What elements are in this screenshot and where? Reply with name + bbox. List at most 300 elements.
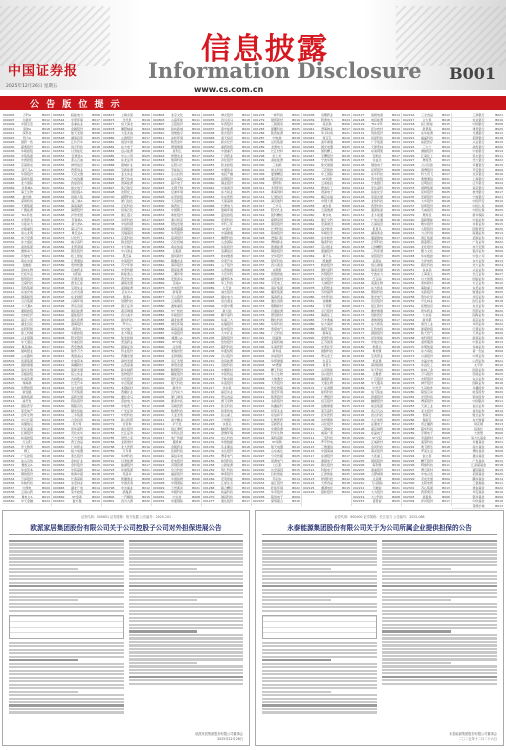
page-ref: B014 — [292, 476, 300, 481]
stock-code: 002253 — [403, 276, 415, 281]
company-name: 东阿阿胶 — [20, 326, 33, 331]
page-ref: B025 — [192, 417, 200, 422]
stock-code: 000777 — [103, 413, 115, 418]
stock-code: 000338 — [3, 249, 15, 254]
company-name: 凯瑞德 — [322, 258, 332, 263]
company-name: 新华都 — [422, 317, 432, 322]
company-name: 广电运通 — [370, 217, 383, 222]
page-ref: B017 — [495, 435, 503, 440]
page-ref: B009 — [242, 476, 250, 481]
company-name: 盛达资源 — [70, 317, 83, 322]
page-ref: B014 — [442, 376, 450, 381]
stock-code: 000710 — [103, 231, 115, 236]
stock-code: 002026 — [253, 449, 265, 454]
page-ref: B018 — [292, 135, 300, 140]
company-name: 岩山科技 — [370, 413, 383, 418]
page-ref: B010 — [292, 363, 300, 368]
page-ref: B018 — [442, 199, 450, 204]
stock-code: 002038 — [303, 113, 315, 117]
stock-code: 000551 — [53, 144, 65, 149]
company-name: 航天发展 — [70, 131, 83, 136]
company-name: 湖南发展 — [120, 281, 133, 286]
page-ref: B015 — [92, 313, 100, 318]
page-ref: B016 — [92, 344, 100, 349]
page-ref: B006 — [242, 167, 250, 172]
page-ref: B012 — [495, 294, 503, 299]
announcement-code-line: 证券代码：600900 证券简称：长江电力 公告编号：2025-088 — [334, 515, 425, 519]
company-name: 山西焦煤 — [220, 267, 233, 272]
page-ref: B018 — [142, 490, 150, 495]
stock-code: 000860 — [153, 258, 165, 263]
stock-code: 002019 — [253, 417, 265, 422]
company-name: 锡装股份 — [270, 249, 283, 254]
page-ref: B020 — [342, 244, 350, 249]
company-name: 四川黄金 — [270, 263, 283, 268]
page-ref: B010 — [392, 163, 400, 168]
company-name: 信立泰 — [422, 454, 432, 459]
stock-code: 000915 — [153, 431, 165, 436]
stock-code — [452, 299, 463, 303]
page-ref: B011 — [292, 399, 300, 404]
page-ref: B014 — [342, 413, 350, 418]
page-ref: B014 — [192, 276, 200, 281]
data-table — [9, 615, 124, 639]
stock-code: 002126 — [303, 490, 315, 495]
website-link[interactable]: www.cs.com.cn — [194, 85, 264, 94]
company-name: 三联锻造 — [270, 122, 283, 127]
page-ref: B019 — [392, 290, 400, 295]
text-line — [382, 665, 497, 667]
page-ref: B019 — [42, 235, 50, 240]
stock-code — [452, 290, 463, 294]
stock-code: 002062 — [303, 222, 315, 227]
company-name: 利尔化学 — [420, 294, 433, 299]
stock-code: 000626 — [53, 385, 65, 390]
stock-code: 001358 — [253, 276, 265, 281]
stock-code: 000409 — [3, 281, 15, 286]
company-name: 诺普信 — [372, 499, 382, 504]
text-line — [262, 663, 377, 665]
stock-code: 002258 — [403, 294, 415, 299]
page-ref: B022 — [442, 140, 450, 145]
company-name: 顺鑫农业 — [170, 258, 183, 263]
company-name: 盛航股份 — [220, 335, 233, 340]
page-ref: B025 — [92, 463, 100, 468]
page-ref: B015 — [192, 185, 200, 190]
masthead-pattern-left — [0, 6, 110, 66]
page-ref: B006 — [192, 313, 200, 318]
company-name: 粤高速A — [21, 344, 33, 349]
stock-code: 000505 — [3, 372, 15, 377]
company-name: 炬申股份 — [220, 326, 233, 331]
page-ref: B008 — [392, 331, 400, 336]
company-name: 新兴铸管 — [120, 417, 133, 422]
page-ref: B008 — [495, 449, 503, 454]
page-ref: B024 — [442, 163, 450, 168]
stock-code: 000600 — [53, 308, 65, 313]
company-name: 我爱我家 — [70, 181, 83, 186]
company-name: 电广传媒 — [170, 435, 183, 440]
stock-code: 002259 — [403, 299, 415, 304]
stock-code: 000909 — [153, 408, 165, 413]
company-name: 大东南 — [422, 313, 432, 318]
stock-code: 002240 — [403, 217, 415, 222]
page-ref: B009 — [142, 113, 150, 117]
text-line — [9, 673, 124, 675]
company-name: 红宝丽 — [372, 276, 382, 281]
page-ref: B009 — [292, 249, 300, 254]
text-line — [129, 543, 244, 545]
company-name: 广发证券 — [472, 240, 485, 245]
section-title-cn: 信息披露 — [201, 32, 329, 67]
stock-code: 002299 — [403, 476, 415, 481]
page-ref: B010 — [242, 181, 250, 186]
page-ref: B018 — [242, 281, 250, 286]
text-line — [262, 564, 377, 566]
text-line — [262, 599, 331, 601]
stock-code: 000882 — [153, 313, 165, 318]
stock-code — [452, 368, 463, 372]
stock-code: 002137 — [353, 158, 365, 163]
stock-code: 000523 — [3, 431, 15, 436]
page-ref: B012 — [42, 203, 50, 208]
stock-code: 001366 — [253, 290, 265, 295]
stock-code: 001236 — [203, 444, 215, 449]
text-line — [262, 656, 377, 658]
stock-code: 002234 — [403, 190, 415, 195]
page-ref: B025 — [495, 126, 503, 131]
company-name: 三木集团 — [70, 413, 83, 418]
body-column-left — [262, 539, 377, 715]
text-line — [9, 606, 124, 608]
stock-code: 002096 — [303, 363, 315, 368]
company-name: 冀东装备 — [170, 244, 183, 249]
stock-code: 000404 — [3, 272, 15, 277]
stock-code: 002198 — [353, 426, 365, 431]
company-name: 长江证券 — [472, 272, 485, 277]
company-name: 英特集团 — [20, 285, 33, 290]
stock-code: 002300 — [403, 481, 415, 486]
page-ref: B012 — [392, 340, 400, 345]
page-ref: B021 — [92, 203, 100, 208]
company-name: 东北制药 — [70, 294, 83, 299]
page-ref: B018 — [392, 344, 400, 349]
company-name: 亚钾国际 — [170, 353, 183, 358]
company-name: 财通证券 — [472, 290, 485, 295]
company-name: 中原传媒 — [120, 267, 133, 272]
stock-code: 000812 — [153, 140, 165, 145]
stock-code: 002030 — [253, 467, 265, 472]
stock-code — [452, 327, 463, 331]
page-ref: B017 — [92, 363, 100, 368]
stock-code: 001378 — [253, 313, 265, 318]
stock-code — [452, 354, 463, 358]
page-ref: B008 — [342, 222, 350, 227]
page-ref: B018 — [342, 399, 350, 404]
stock-code: 000524 — [3, 435, 15, 440]
page-ref: B024 — [92, 435, 100, 440]
stock-code — [452, 163, 463, 167]
stock-code: 002101 — [303, 385, 315, 390]
company-name: 风华高科 — [70, 426, 83, 431]
company-name: 宁波华翔 — [320, 158, 333, 163]
page-ref: B011 — [42, 308, 50, 313]
stock-code: 001298 — [253, 153, 265, 158]
page-ref: B010 — [392, 326, 400, 331]
stock-code — [452, 113, 463, 117]
company-name: 冰山冷热 — [20, 458, 33, 463]
page-ref: B019 — [495, 163, 503, 168]
page-ref: B009 — [192, 376, 200, 381]
stock-code: 002108 — [303, 417, 315, 422]
company-name: 海利得 — [372, 463, 382, 468]
company-name: 西安饮食 — [120, 276, 133, 281]
stock-code: 000607 — [53, 331, 65, 336]
page-ref: B006 — [292, 267, 300, 272]
page-ref: B017 — [192, 153, 200, 158]
stock-code — [452, 158, 463, 162]
stock-code: 001319 — [253, 213, 265, 218]
page-ref: B012 — [142, 240, 150, 245]
stock-code: 000883 — [153, 317, 165, 322]
page-ref: B012 — [495, 213, 503, 218]
company-name: 鲁泰A — [122, 294, 131, 299]
text-line — [129, 540, 244, 542]
company-name: 兴蓉环境 — [70, 299, 83, 304]
stock-code: 002278 — [403, 381, 415, 386]
stock-code: 000683 — [103, 149, 115, 154]
page-ref: B011 — [392, 363, 400, 368]
stock-code: 002075 — [303, 272, 315, 277]
page-ref: B016 — [42, 244, 50, 249]
company-name: TCL科技 — [21, 213, 33, 218]
stock-code: 000757 — [103, 372, 115, 377]
company-name: 粤桂股份 — [170, 213, 183, 218]
company-name: 甘肃能源 — [120, 458, 133, 463]
stock-code: 000036 — [3, 149, 15, 154]
page-ref: B013 — [42, 494, 50, 499]
text-line — [129, 585, 244, 587]
index-row — [402, 499, 451, 504]
stock-code: 000007 — [3, 117, 15, 122]
page-ref: B022 — [92, 494, 100, 499]
text-line — [129, 627, 244, 629]
text-line — [262, 592, 377, 594]
page-ref: B019 — [192, 454, 200, 459]
page-ref: B021 — [442, 258, 450, 263]
stock-code: 001333 — [253, 253, 265, 258]
text-line — [262, 711, 377, 713]
page-ref: B019 — [442, 390, 450, 395]
page-ref: B016 — [342, 190, 350, 195]
page-ref: B022 — [495, 240, 503, 245]
page-ref: B025 — [292, 372, 300, 377]
stock-code: 000100 — [3, 213, 15, 218]
stock-code: 000333 — [3, 244, 15, 249]
company-name: 京新药业 — [270, 422, 283, 427]
company-name: 秦川机床 — [170, 217, 183, 222]
stock-code: 000504 — [3, 367, 15, 372]
page-ref: B011 — [92, 490, 100, 495]
company-name: 红塔证券 — [472, 326, 485, 331]
page-ref: B020 — [92, 153, 100, 158]
company-name: 西南证券 — [472, 372, 485, 377]
company-name: 宁波银行 — [370, 181, 383, 186]
stock-code: 000028 — [3, 140, 15, 145]
stock-code: 001317 — [253, 203, 265, 208]
company-name: 华夏基金 — [472, 440, 485, 445]
page-ref: B006 — [495, 349, 503, 354]
page-ref: B013 — [495, 504, 503, 509]
company-name: 东华软件 — [320, 235, 333, 240]
company-name: 美邦服饰 — [420, 340, 433, 345]
page-ref: B024 — [342, 117, 350, 122]
company-name: 润贝航科 — [270, 199, 283, 204]
company-name: 南京证券 — [472, 317, 485, 322]
stock-code: 002044 — [303, 140, 315, 145]
page-ref: B020 — [92, 481, 100, 486]
company-name: 新金路 — [22, 390, 32, 395]
page-ref: B011 — [292, 481, 300, 486]
stock-code: 002129 — [353, 122, 365, 127]
company-name: 沙钢股份 — [320, 272, 333, 277]
stock-code: 002233 — [403, 185, 415, 190]
stock-code: 000826 — [153, 190, 165, 195]
stock-code: 002122 — [303, 472, 315, 477]
page-ref: B012 — [192, 258, 200, 263]
stock-code: 002188 — [353, 381, 365, 386]
page-ref: B020 — [392, 353, 400, 358]
company-name: 新华制药 — [120, 367, 133, 372]
page-ref: B024 — [392, 390, 400, 395]
page-ref: B019 — [242, 472, 250, 477]
page-ref: B021 — [392, 322, 400, 327]
page-ref: B012 — [442, 358, 450, 363]
company-name: 远大控股 — [70, 385, 83, 390]
company-name: 荣安地产 — [20, 408, 33, 413]
company-name: 烽火电子 — [70, 185, 83, 190]
page-ref: B022 — [142, 185, 150, 190]
page-ref: B012 — [292, 458, 300, 463]
stock-code: 002200 — [353, 435, 365, 440]
stock-code: 002131 — [353, 131, 365, 136]
stock-code: 000932 — [153, 499, 165, 504]
stock-code — [452, 340, 463, 344]
company-name: 协鑫能科 — [270, 404, 283, 408]
company-name: 建信基金 — [472, 485, 485, 490]
stock-code: 002230 — [403, 172, 415, 177]
company-name: 三力士 — [422, 144, 432, 149]
company-name: 广博股份 — [320, 394, 333, 399]
page-ref: B010 — [42, 190, 50, 195]
page-ref: B010 — [495, 363, 503, 368]
page-ref: B021 — [142, 140, 150, 145]
page-ref: B006 — [342, 367, 350, 372]
page-ref: B016 — [42, 163, 50, 168]
company-name: 炼石航空 — [120, 185, 133, 190]
text-line — [129, 582, 244, 584]
stock-code: 000407 — [3, 276, 15, 281]
stock-code: 000680 — [103, 135, 115, 140]
stock-code — [452, 409, 463, 413]
body-column-right — [129, 539, 244, 715]
company-name: 中原证券 — [472, 353, 485, 358]
company-name: 北京银行 — [472, 172, 485, 177]
page-ref: B010 — [142, 226, 150, 231]
stock-code: 000951 — [203, 149, 215, 154]
company-name: 中联重科 — [20, 226, 33, 231]
company-name: 南宁糖业 — [170, 417, 183, 422]
page-ref: B006 — [292, 349, 300, 354]
stock-code: 002003 — [253, 353, 265, 358]
page-ref: B025 — [192, 499, 200, 504]
page-ref: B024 — [142, 454, 150, 459]
company-name: 慕思股份 — [270, 222, 283, 227]
company-name: 圣农发展 — [420, 476, 433, 481]
stock-code: 000663 — [53, 481, 65, 486]
stock-code: 002204 — [353, 454, 365, 459]
page-ref: B018 — [142, 163, 150, 168]
page-ref: B012 — [442, 440, 450, 445]
page-ref: B013 — [442, 485, 450, 490]
company-name: 银河证券 — [472, 249, 485, 254]
page-ref: B017 — [342, 126, 350, 131]
company-name: 宝塔实业 — [70, 285, 83, 290]
page-ref: B008 — [495, 367, 503, 372]
stock-code: 000030 — [3, 144, 15, 149]
stock-code: 002023 — [253, 435, 265, 440]
text-line — [382, 676, 497, 678]
page-ref: B018 — [42, 208, 50, 213]
page-ref: B017 — [442, 253, 450, 258]
stock-code: 000517 — [3, 408, 15, 413]
page-ref: B021 — [142, 385, 150, 390]
page-ref: B025 — [342, 390, 350, 395]
text-line — [382, 606, 497, 608]
company-name: 国元证券 — [472, 299, 485, 304]
page-ref: B019 — [242, 144, 250, 149]
page-ref: B018 — [292, 299, 300, 304]
page-ref: B017 — [92, 281, 100, 286]
company-name: 永新股份 — [270, 399, 283, 404]
page-ref: B025 — [292, 454, 300, 459]
page-ref: B022 — [242, 467, 250, 472]
page-ref: B024 — [342, 444, 350, 449]
stock-code: 002073 — [303, 263, 315, 268]
stock-code: 002119 — [303, 458, 315, 463]
company-name: 联合精密 — [220, 485, 233, 490]
page-ref: B009 — [192, 458, 200, 463]
page-ref: B016 — [392, 135, 400, 140]
company-name: 江特电机 — [370, 326, 383, 331]
page-ref: B017 — [242, 253, 250, 258]
company-name: 正邦科技 — [370, 240, 383, 245]
company-name: 张裕A — [172, 281, 181, 286]
text-line — [129, 578, 244, 580]
company-name: 精工科技 — [270, 367, 283, 372]
stock-code — [452, 459, 463, 463]
company-name: 北纬科技 — [370, 199, 383, 204]
page-ref: B021 — [342, 458, 350, 463]
company-name: 中材科技 — [320, 294, 333, 299]
stock-code: 000062 — [3, 176, 15, 181]
page-ref: B017 — [42, 426, 50, 431]
page-ref: B025 — [42, 363, 50, 368]
company-name: 合肥城建 — [370, 472, 383, 477]
page-ref: B012 — [392, 258, 400, 263]
page-ref: B020 — [42, 299, 50, 304]
stock-code: 000563 — [53, 190, 65, 195]
